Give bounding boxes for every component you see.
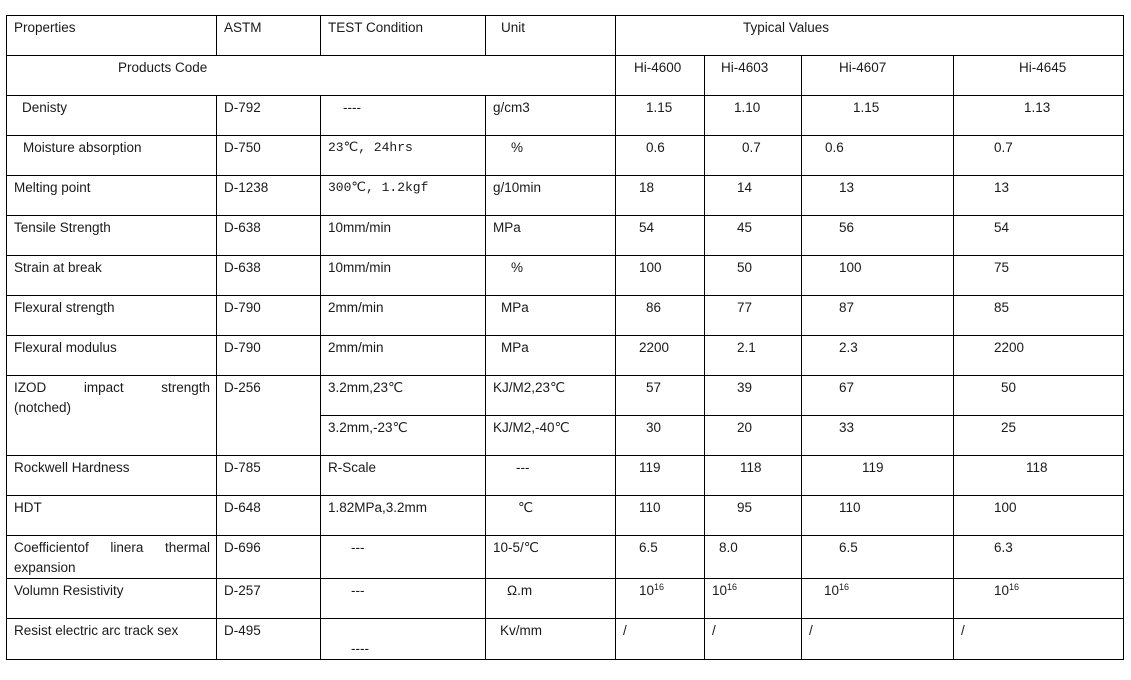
header-typical-values: Typical Values <box>616 16 1124 56</box>
table-row <box>7 136 1124 176</box>
value-cell: 1.13 <box>954 96 1124 136</box>
astm-code: D-790 <box>217 336 321 376</box>
value-cell: 20 <box>705 416 802 456</box>
value-cell: $10^{16}$ <box>802 579 954 619</box>
table-row <box>7 579 1124 619</box>
value-cell: 6.3 <box>954 536 1124 579</box>
table-row <box>7 376 1124 416</box>
unit: KJ/M2,23℃ <box>486 376 616 416</box>
product-code: Hi-4607 <box>802 56 954 96</box>
value-cell: / <box>705 619 802 660</box>
property-name: Flexural modulus <box>7 336 217 376</box>
value-cell: 6.5 <box>802 536 954 579</box>
test-condition: 10mm/min <box>321 216 486 256</box>
unit: % <box>486 256 616 296</box>
property-name: HDT <box>7 496 217 536</box>
test-condition: R-Scale <box>321 456 486 496</box>
value-cell: 67 <box>802 376 954 416</box>
value-cell: $10^{16}$ <box>616 579 705 619</box>
test-condition: 2mm/min <box>321 336 486 376</box>
property-name <box>7 376 217 456</box>
value-cell: 100 <box>802 256 954 296</box>
property-name: Volumn Resistivity <box>7 579 217 619</box>
value-cell: 0.7 <box>954 136 1124 176</box>
table-row <box>7 336 1124 376</box>
header-row <box>7 16 1124 56</box>
cte-line-2: expansion <box>14 560 76 575</box>
value-cell: 2200 <box>616 336 705 376</box>
header-properties: Properties <box>7 16 217 56</box>
value-cell: 45 <box>705 216 802 256</box>
property-name: Flexural strength <box>7 296 217 336</box>
unit: Kv/mm <box>486 619 616 660</box>
value-cell: 39 <box>705 376 802 416</box>
properties-table <box>6 15 1124 660</box>
test-condition: 10mm/min <box>321 256 486 296</box>
value-cell: 85 <box>954 296 1124 336</box>
unit: MPa <box>486 216 616 256</box>
cte-line-1: Coefficientof linera thermal <box>14 540 210 555</box>
property-name: Strain at break <box>7 256 217 296</box>
value-cell: 0.6 <box>616 136 705 176</box>
value-cell: 110 <box>616 496 705 536</box>
value-cell: 2200 <box>954 336 1124 376</box>
value-cell: / <box>802 619 954 660</box>
value-cell: 119 <box>802 456 954 496</box>
table-row <box>7 536 1124 579</box>
value-cell: 1.15 <box>616 96 705 136</box>
test-condition: --- <box>321 536 486 579</box>
test-condition: 3.2mm,-23℃ <box>321 416 486 456</box>
table-row <box>7 619 1124 660</box>
value-cell: 110 <box>802 496 954 536</box>
property-name <box>7 536 217 579</box>
astm-code: D-1238 <box>217 176 321 216</box>
value-cell: 87 <box>802 296 954 336</box>
table-row <box>7 256 1124 296</box>
izod-line-2: (notched) <box>14 400 72 415</box>
astm-code: D-790 <box>217 296 321 336</box>
value-cell: 0.7 <box>705 136 802 176</box>
test-condition: 3.2mm,23℃ <box>321 376 486 416</box>
value-cell: 2.3 <box>802 336 954 376</box>
table-row <box>7 216 1124 256</box>
table-row <box>7 496 1124 536</box>
table-row <box>7 176 1124 216</box>
test-condition: --- <box>321 579 486 619</box>
value-cell: 75 <box>954 256 1124 296</box>
property-name: Tensile Strength <box>7 216 217 256</box>
property-name: Rockwell Hardness <box>7 456 217 496</box>
unit: g/10min <box>486 176 616 216</box>
value-cell: 118 <box>954 456 1124 496</box>
value-cell: 18 <box>616 176 705 216</box>
value-cell: 50 <box>954 376 1124 416</box>
value-cell: 50 <box>705 256 802 296</box>
table-row <box>7 296 1124 336</box>
value-cell: / <box>954 619 1124 660</box>
products-code-label: Products Code <box>7 56 616 96</box>
value-cell: 54 <box>616 216 705 256</box>
unit: g/cm3 <box>486 96 616 136</box>
value-cell: 54 <box>954 216 1124 256</box>
table-row <box>7 96 1124 136</box>
property-name: Moisture absorption <box>7 136 217 176</box>
astm-code: D-792 <box>217 96 321 136</box>
value-cell: 0.6 <box>802 136 954 176</box>
value-cell: 100 <box>954 496 1124 536</box>
property-name: Denisty <box>7 96 217 136</box>
value-cell: 1.15 <box>802 96 954 136</box>
astm-code: D-256 <box>217 376 321 456</box>
table-row <box>7 456 1124 496</box>
test-condition: ---- <box>321 96 486 136</box>
astm-code: D-648 <box>217 496 321 536</box>
unit: --- <box>486 456 616 496</box>
unit: MPa <box>486 296 616 336</box>
test-condition: ---- <box>321 619 486 660</box>
product-code: Hi-4603 <box>705 56 802 96</box>
astm-code: D-696 <box>217 536 321 579</box>
astm-code: D-638 <box>217 256 321 296</box>
unit: 10-5/℃ <box>486 536 616 579</box>
value-cell: 118 <box>705 456 802 496</box>
value-cell: 25 <box>954 416 1124 456</box>
product-code: Hi-4645 <box>954 56 1124 96</box>
unit: % <box>486 136 616 176</box>
value-cell: 100 <box>616 256 705 296</box>
value-cell: 2.1 <box>705 336 802 376</box>
unit: ℃ <box>486 496 616 536</box>
product-code: Hi-4600 <box>616 56 705 96</box>
value-cell: / <box>616 619 705 660</box>
test-condition: 1.82MPa,3.2mm <box>321 496 486 536</box>
value-cell: $10^{16}$ <box>954 579 1124 619</box>
products-row <box>7 56 1124 96</box>
value-cell: 8.0 <box>705 536 802 579</box>
unit: MPa <box>486 336 616 376</box>
header-astm: ASTM <box>217 16 321 56</box>
header-test-condition: TEST Condition <box>321 16 486 56</box>
izod-line-1: IZOD impact strength <box>14 380 210 395</box>
value-cell: 86 <box>616 296 705 336</box>
astm-code: D-750 <box>217 136 321 176</box>
value-cell: 13 <box>802 176 954 216</box>
property-name: Melting point <box>7 176 217 216</box>
value-cell: 119 <box>616 456 705 496</box>
value-cell: 33 <box>802 416 954 456</box>
astm-code: D-257 <box>217 579 321 619</box>
value-cell: 30 <box>616 416 705 456</box>
header-unit: Unit <box>486 16 616 56</box>
property-name: Resist electric arc track sex <box>7 619 217 660</box>
value-cell: 6.5 <box>616 536 705 579</box>
astm-code: D-785 <box>217 456 321 496</box>
value-cell: $10^{16}$ <box>705 579 802 619</box>
astm-code: D-638 <box>217 216 321 256</box>
value-cell: 56 <box>802 216 954 256</box>
value-cell: 13 <box>954 176 1124 216</box>
test-condition: 300℃, 1.2kgf <box>321 176 486 216</box>
unit: Ω.m <box>486 579 616 619</box>
value-cell: 1.10 <box>705 96 802 136</box>
value-cell: 95 <box>705 496 802 536</box>
test-condition: 23℃, 24hrs <box>321 136 486 176</box>
astm-code: D-495 <box>217 619 321 660</box>
value-cell: 14 <box>705 176 802 216</box>
test-condition: 2mm/min <box>321 296 486 336</box>
value-cell: 77 <box>705 296 802 336</box>
unit: KJ/M2,-40℃ <box>486 416 616 456</box>
value-cell: 57 <box>616 376 705 416</box>
